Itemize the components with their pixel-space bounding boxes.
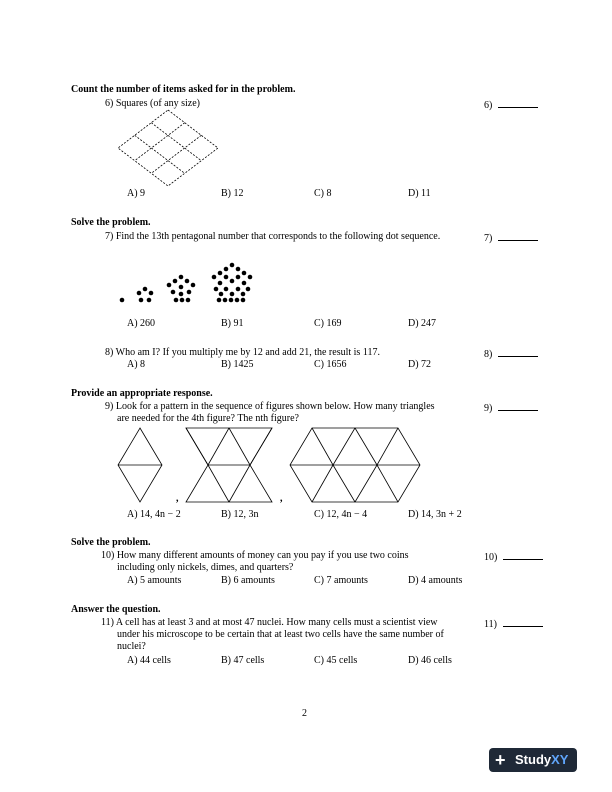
choice-b[interactable]: B) 1425 [221, 359, 254, 370]
answer-number: 10) [484, 552, 498, 563]
choice-d[interactable]: D) 72 [408, 359, 432, 370]
plus-icon: + [495, 750, 506, 770]
choice-d[interactable]: D) 247 [408, 318, 437, 329]
triangle-sequence-figures [118, 428, 430, 504]
question-text: 7) Find the 13th pentagonal number that corresponds to the following dot sequence. [105, 231, 441, 242]
choice-d[interactable]: D) 11 [408, 188, 431, 199]
answer-blank[interactable] [498, 231, 538, 241]
answer-blank[interactable] [503, 550, 543, 560]
section-header: Provide an appropriate response. [71, 388, 213, 399]
question-text: 11) A cell has at least 3 and at most 47 nuclei. How many cells must a scientist view [101, 617, 438, 628]
squares-diamond-figure [118, 110, 218, 186]
choice-c[interactable]: C) 1656 [314, 359, 347, 370]
choice-d[interactable]: D) 14, 3n + 2 [408, 509, 462, 520]
choice-a[interactable]: A) 14, 4n − 2 [127, 509, 181, 520]
choice-d[interactable]: D) 4 amounts [408, 575, 463, 586]
pentagonal-dots-figure [118, 262, 258, 306]
answer-number: 9) [484, 403, 493, 414]
question-text-continued: nuclei? [117, 641, 146, 652]
question-text: 6) Squares (of any size) [105, 98, 200, 109]
question-text-continued: including only nickels, dimes, and quarters? [117, 562, 294, 573]
choice-a[interactable]: A) 5 amounts [127, 575, 182, 586]
choice-a[interactable]: A) 9 [127, 188, 146, 199]
choice-b[interactable]: B) 6 amounts [221, 575, 275, 586]
studyxy-logo [489, 748, 577, 772]
choice-c[interactable]: C) 45 cells [314, 655, 358, 666]
logo-wordmark: StudyXY [515, 752, 569, 767]
answer-blank[interactable] [498, 98, 538, 108]
answer-slot [484, 347, 538, 360]
section-header: Solve the problem. [71, 217, 151, 228]
choice-a[interactable]: A) 260 [127, 318, 156, 329]
separator-comma: , [176, 493, 179, 504]
choice-a[interactable]: A) 44 cells [127, 655, 171, 666]
answer-slot [484, 550, 543, 563]
answer-slot [484, 98, 538, 111]
page-number: 2 [302, 708, 307, 719]
answer-blank[interactable] [503, 617, 543, 627]
section-header: Solve the problem. [71, 537, 151, 548]
question-text-continued: under his microscope to be certain that at least two cells have the same number of [117, 629, 444, 640]
answer-slot [484, 231, 538, 244]
choice-b[interactable]: B) 91 [221, 318, 244, 329]
section-header: Answer the question. [71, 604, 161, 615]
question-text: 10) How many different amounts of money can you pay if you use two coins [101, 550, 409, 561]
answer-number: 8) [484, 349, 493, 360]
answer-blank[interactable] [498, 401, 538, 411]
answer-slot [484, 617, 543, 630]
choice-c[interactable]: C) 8 [314, 188, 332, 199]
question-text-continued: are needed for the 4th figure? The nth figure? [117, 413, 299, 424]
section-header: Count the number of items asked for in the problem. [71, 84, 296, 95]
separator-comma: , [280, 493, 283, 504]
choice-c[interactable]: C) 169 [314, 318, 342, 329]
choice-d[interactable]: D) 46 cells [408, 655, 452, 666]
choice-c[interactable]: C) 7 amounts [314, 575, 368, 586]
question-text: 8) Who am I? If you multiply me by 12 and add 21, the result is 117. [105, 347, 380, 358]
answer-number: 7) [484, 233, 493, 244]
choice-b[interactable]: B) 12, 3n [221, 509, 259, 520]
answer-number: 6) [484, 100, 493, 111]
choice-c[interactable]: C) 12, 4n − 4 [314, 509, 368, 520]
answer-slot [484, 401, 538, 414]
choice-b[interactable]: B) 12 [221, 188, 244, 199]
answer-blank[interactable] [498, 347, 538, 357]
choice-b[interactable]: B) 47 cells [221, 655, 265, 666]
choice-a[interactable]: A) 8 [127, 359, 146, 370]
answer-number: 11) [484, 619, 497, 630]
question-text: 9) Look for a pattern in the sequence of figures shown below. How many triangles [105, 401, 435, 412]
